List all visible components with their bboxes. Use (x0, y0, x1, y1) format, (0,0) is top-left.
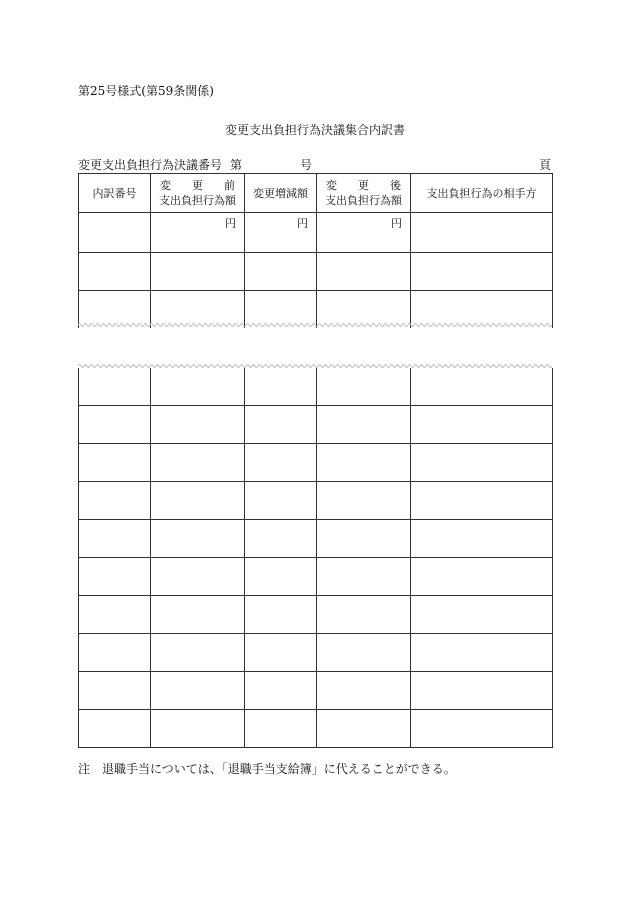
unit-yen: 円 (151, 213, 245, 253)
table-row (79, 253, 553, 291)
table-row (79, 596, 553, 634)
header-before-char: 前 (224, 179, 235, 192)
document-title: 変更支出負担行為決議集合内訳書 (224, 123, 405, 137)
header-after-char: 変 (326, 179, 337, 192)
unit-yen: 円 (317, 213, 411, 253)
table-row (79, 406, 553, 444)
header-before-amount: 支出負担行為額 (159, 194, 236, 207)
dai-label: 第 (230, 158, 243, 172)
unit-yen: 円 (245, 213, 317, 253)
table-row (79, 213, 553, 253)
page-label: 頁 (538, 158, 551, 172)
form-number: 第25号様式(第59条関係) (78, 84, 214, 98)
header-change-amount: 変更増減額 (245, 174, 317, 213)
table-row (79, 368, 553, 406)
table-row (79, 558, 553, 596)
header-breakdown-number: 内訳番号 (79, 174, 151, 213)
header-counterparty: 支出負担行為の相手方 (411, 174, 553, 213)
table-row (79, 482, 553, 520)
go-label: 号 (300, 158, 313, 172)
header-before-char: 更 (192, 179, 203, 192)
header-before-change (151, 174, 245, 213)
table-row (79, 710, 553, 748)
breakdown-table-bottom (78, 368, 553, 748)
table-row (79, 520, 553, 558)
header-after-char: 更 (358, 179, 369, 192)
header-after-change (317, 174, 411, 213)
table-row (79, 672, 553, 710)
header-after-amount: 支出負担行為額 (325, 194, 402, 207)
decision-number-label: 変更支出負担行為決議番号 (78, 158, 223, 172)
header-after-char: 後 (390, 179, 401, 192)
breakdown-table-top (78, 173, 553, 328)
footnote: 注 退職手当については、「退職手当支給簿」に代えることができる。 (78, 762, 456, 776)
table-row (79, 634, 553, 672)
cut-line-top (78, 321, 552, 329)
table-row (79, 444, 553, 482)
header-before-char: 変 (160, 179, 171, 192)
decision-number-line (78, 156, 551, 172)
header-row (79, 174, 553, 213)
